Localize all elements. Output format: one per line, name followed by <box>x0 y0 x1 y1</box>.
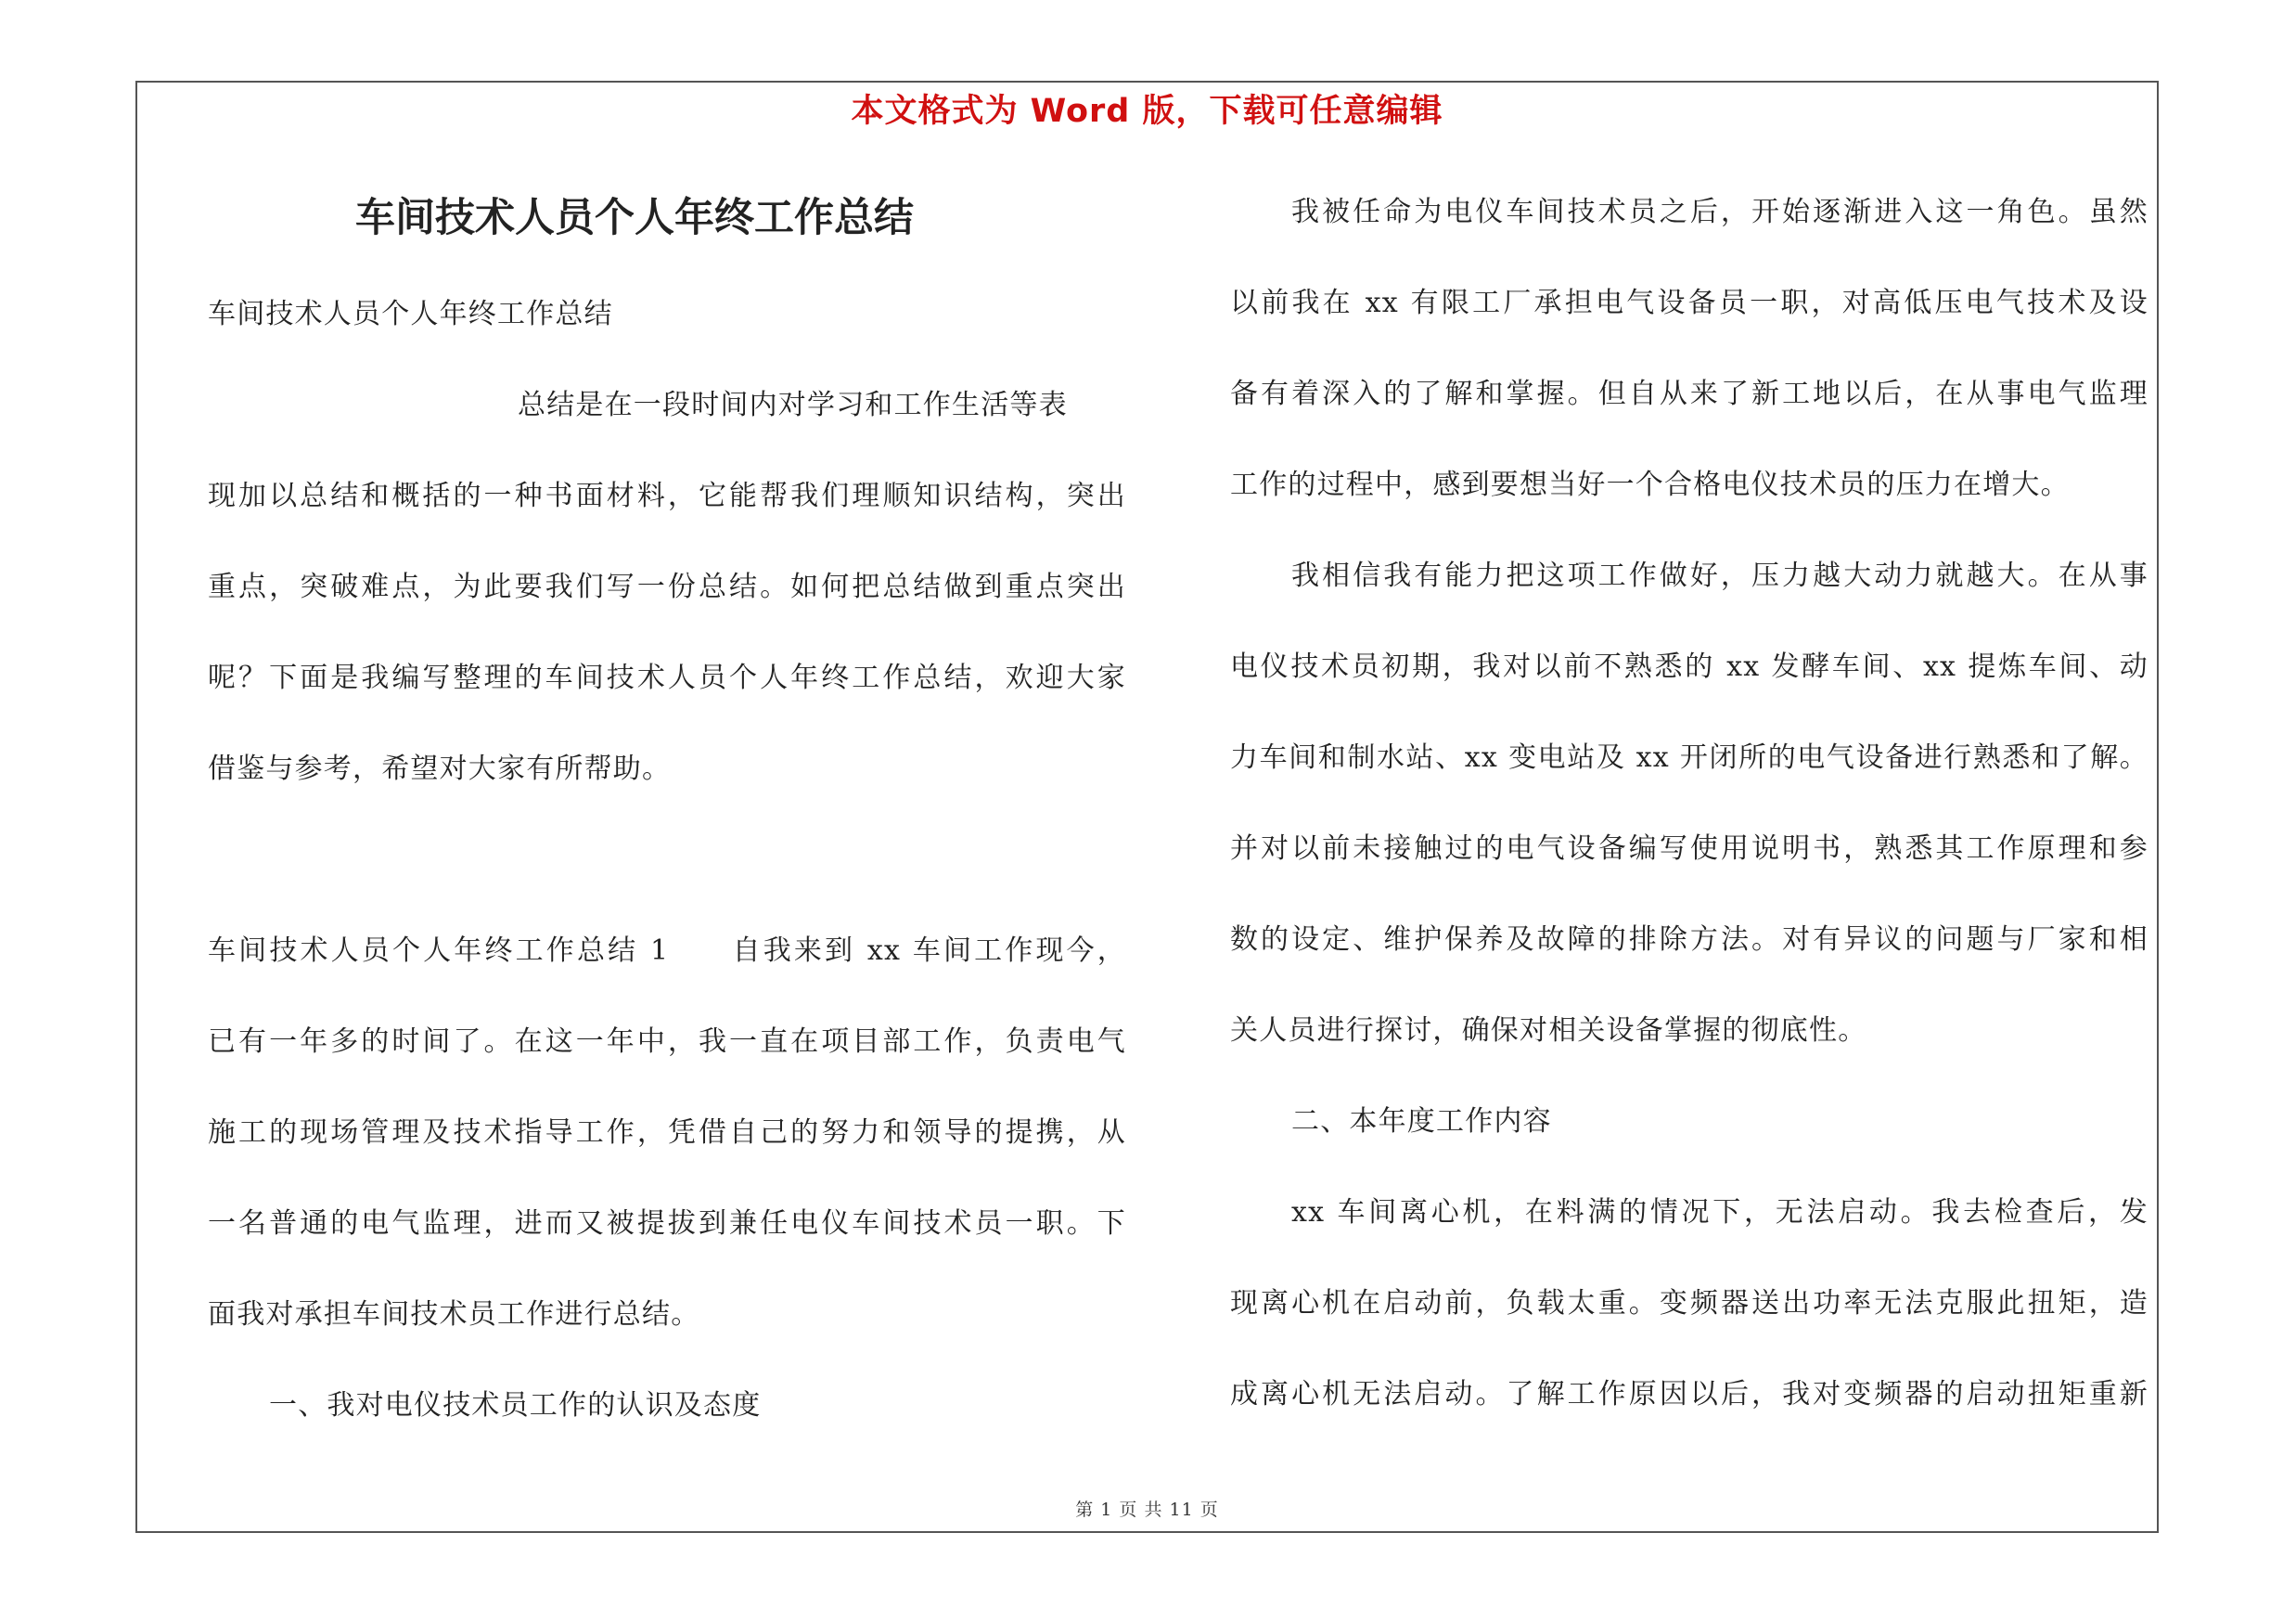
body-line: 力车间和制水站、xx 变电站及 xx 开闭所的电气设备进行熟悉和了解。 <box>1230 741 2148 774</box>
section-heading: 一、我对电仪技术员工作的认识及态度 <box>269 1389 762 1422</box>
format-notice-banner: 本文格式为 Word 版，下载可任意编辑 <box>851 93 1443 130</box>
body-line: 成离心机无法启动。了解工作原因以后，我对变频器的启动扭矩重新 <box>1230 1378 2148 1410</box>
page-number-footer: 第 1 页 共 11 页 <box>1075 1500 1219 1520</box>
intro-line: 总结是在一段时间内对学习和工作生活等表 <box>518 389 1068 421</box>
paragraph-gap <box>208 815 1126 906</box>
body-line: 备有着深入的了解和掌握。但自从来了新工地以后，在从事电气监理 <box>1230 378 2148 410</box>
body-line: 车间技术人员个人年终工作总结 1 自我来到 xx 车间工作现今， <box>208 934 1126 967</box>
body-line: 一名普通的电气监理，进而又被提拔到兼任电仪车间技术员一职。下 <box>208 1207 1126 1240</box>
body-line: 关人员进行探讨，确保对相关设备掌握的彻底性。 <box>1230 1014 1867 1047</box>
body-line: xx 车间离心机，在料满的情况下，无法启动。我去检查后，发 <box>1291 1196 2148 1229</box>
subtitle: 车间技术人员个人年终工作总结 <box>208 298 613 330</box>
intro-line: 重点，突破难点，为此要我们写一份总结。如何把总结做到重点突出 <box>208 571 1126 603</box>
right-column <box>1230 167 2148 1440</box>
body-line: 已有一年多的时间了。在这一年中，我一直在项目部工作，负责电气 <box>208 1025 1126 1058</box>
body-line: 面我对承担车间技术员工作进行总结。 <box>208 1298 700 1331</box>
body-line: 数的设定、维护保养及故障的排除方法。对有异议的问题与厂家和相 <box>1230 923 2148 956</box>
left-column <box>208 167 1126 1451</box>
body-line: 以前我在 xx 有限工厂承担电气设备员一职，对高低压电气技术及设 <box>1230 287 2148 319</box>
body-line: 并对以前未接触过的电气设备编写使用说明书，熟悉其工作原理和参 <box>1230 832 2148 865</box>
document-title: 车间技术人员个人年终工作总结 <box>355 195 914 241</box>
body-line: 现离心机在启动前，负载太重。变频器送出功率无法克服此扭矩，造 <box>1230 1287 2148 1320</box>
body-line: 电仪技术员初期，我对以前不熟悉的 xx 发酵车间、xx 提炼车间、动 <box>1230 650 2148 683</box>
body-line: 我相信我有能力把这项工作做好，压力越大动力就越大。在从事 <box>1291 560 2148 592</box>
body-line: 工作的过程中，感到要想当好一个合格电仪技术员的压力在增大。 <box>1230 469 2070 501</box>
intro-line: 现加以总结和概括的一种书面材料，它能帮我们理顺知识结构，突出 <box>208 480 1126 512</box>
body-line: 施工的现场管理及技术指导工作，凭借自己的努力和领导的提携，从 <box>208 1116 1126 1149</box>
intro-line: 呢？下面是我编写整理的车间技术人员个人年终工作总结，欢迎大家 <box>208 662 1126 694</box>
body-line: 我被任命为电仪车间技术员之后，开始逐渐进入这一角色。虽然 <box>1291 196 2148 228</box>
section-heading: 二、本年度工作内容 <box>1291 1105 1552 1138</box>
intro-line: 借鉴与参考，希望对大家有所帮助。 <box>208 753 672 785</box>
